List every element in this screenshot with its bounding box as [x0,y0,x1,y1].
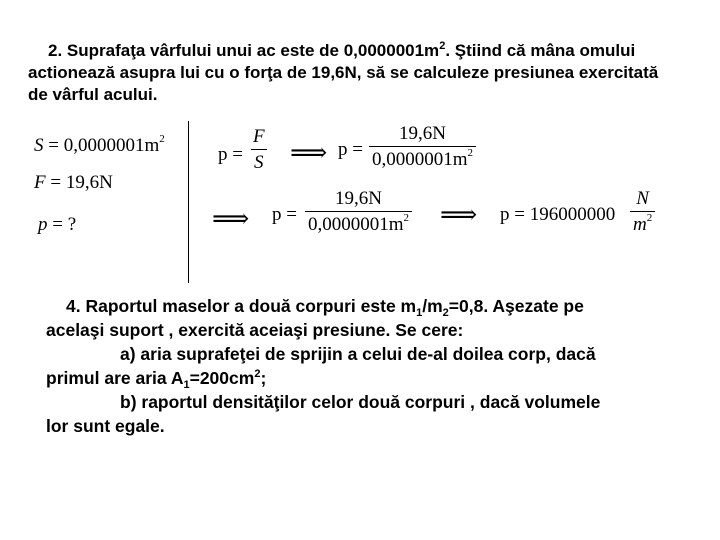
fraction-numerator: 19,6N [335,188,382,209]
implies-arrow-2: ⟹ [212,204,250,234]
sub2-fraction [305,189,412,234]
superscript: 2 [439,40,446,52]
force-value: = 19,6N [45,172,113,193]
implies-arrow: ⟹ [290,138,328,168]
result-lhs: p = 196000000 [500,204,616,225]
unknown-pressure [38,215,76,234]
problem-2-line-3: de vârful acului. [28,85,158,104]
given-force [34,173,113,192]
p4-text: ; [260,368,267,388]
pressure-var: p [38,214,48,235]
superscript: 2 [254,368,261,380]
problem-4-line-1 [46,294,706,318]
formula-fraction [250,127,268,172]
fraction-denominator: S [251,149,267,172]
fraction-denominator [369,146,476,169]
problem-4-statement [46,294,706,438]
problem-2-statement [28,40,718,106]
fraction-numerator: N [636,188,649,209]
sub1-fraction [369,124,476,169]
given-area-text: = 0,0000001m [43,135,160,156]
problem-4-line-6: lor sunt egale. [46,416,165,436]
superscript: 2 [159,133,165,145]
subscript: 2 [442,307,449,319]
given-divider [188,121,189,283]
unknown-value: = ? [47,214,77,235]
p4-text: primul are aria A [46,368,184,388]
superscript: 2 [646,212,653,224]
fraction-numerator: 19,6N [399,123,446,144]
result-unit-fraction [630,189,655,234]
p4-text: =200cm [189,368,255,388]
fraction-denominator [305,211,412,234]
p4-text: /m [422,296,443,316]
problem-4-line-4 [46,366,706,390]
problem-2-line-1 [28,40,718,62]
sub2-lhs: p = [272,204,297,225]
fraction-denominator [630,211,655,234]
den-text: m [633,214,647,235]
problem-4-line-5: b) raportul densităţilor celor două corpuri , dacă volumele [120,392,601,412]
subscript: 1 [416,307,423,319]
implies-arrow-3: ⟹ [440,200,478,230]
problem-2-line-2: actionează asupra lui cu o forţa de 19,6N, să se calculeze presiunea exercitată [28,63,659,82]
superscript: 2 [403,212,410,224]
den-text: 0,0000001m [372,149,468,170]
den-text: 0,0000001m [308,214,404,235]
p4-text: =0,8. Aşezate pe [448,296,584,316]
problem-2-text: . Ştiind că mâna omului [445,41,636,60]
sub1-lhs: p = [338,139,363,160]
p4-text: 4. Raportul maselor a două corpuri este m [66,296,417,316]
problem-4-line-3: a) aria suprafeţei de sprijin a celui de-al doilea corp, dacă [120,344,596,364]
subscript: 1 [183,379,190,391]
problem-2-text: 2. Suprafaţa vârfului unui ac este de 0,0000001m [48,41,440,60]
problem-4-line-2: acelaşi suport , exercită aceiaşi presiune. Se cere: [46,320,464,340]
formula-lhs: p = [218,144,243,165]
fraction-numerator: F [253,126,265,147]
given-area: $S = 0,0000001m^2$ [34,133,165,156]
superscript: 2 [467,147,474,159]
force-var: F [34,172,46,193]
